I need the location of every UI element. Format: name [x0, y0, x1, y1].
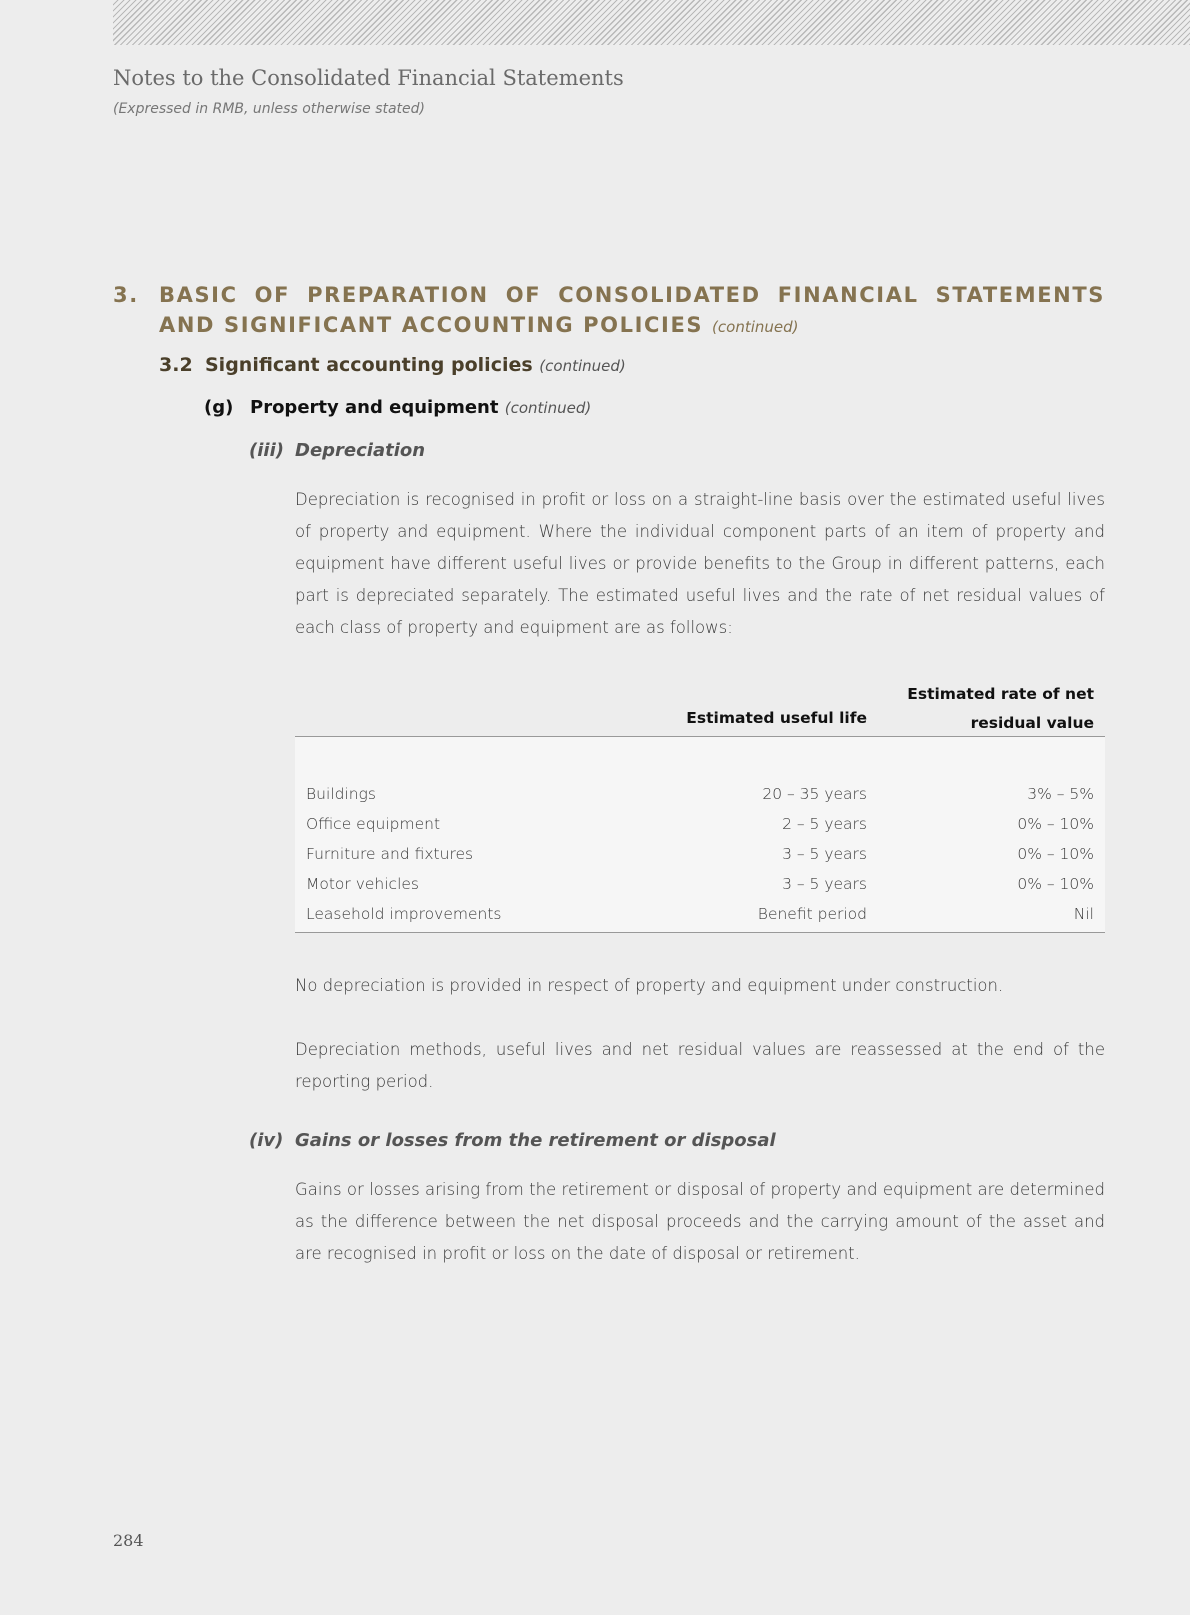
- row-class: Furniture and fixtures: [306, 845, 474, 863]
- row-useful-life: 20 – 35 years: [762, 785, 867, 803]
- depreciation-title: Depreciation: [295, 440, 426, 461]
- section-title: BASIC OF PREPARATION OF CONSOLIDATED FINANCIAL STATEMENTS AND SIGNIFICANT ACCOUNTING POLICIES: [159, 283, 1105, 337]
- row-class: Office equipment: [306, 815, 441, 833]
- table-body: [295, 737, 1105, 933]
- table-header: [295, 675, 1105, 737]
- subsection-number: 3.2: [159, 354, 193, 376]
- row-class: Motor vehicles: [306, 875, 419, 893]
- gains-paragraph: Gains or losses arising from the retirement or disposal of property and equipment are determined as the difference between the net disposal proceeds and the carrying amount of the asset and are recognised in profit or loss on the date of disposal or retirement.: [295, 1180, 1105, 1263]
- depreciation-label: (iii): [249, 440, 284, 461]
- subsection-title: Significant accounting policies: [205, 354, 533, 376]
- table-row: [295, 869, 1105, 899]
- useful-life-table: [295, 675, 1105, 933]
- subsection-continued: (continued): [539, 357, 626, 375]
- depreciation-paragraph-2: No depreciation is provided in respect of property and equipment under construction.: [295, 976, 1004, 995]
- header-residual-value: Estimated rate of net residual value: [907, 685, 1094, 732]
- table-row: [295, 839, 1105, 869]
- table-row: [295, 779, 1105, 809]
- item-label: (g): [204, 397, 234, 418]
- header-useful-life: Estimated useful life: [686, 709, 867, 727]
- row-useful-life: 3 – 5 years: [782, 875, 867, 893]
- row-class: Buildings: [306, 785, 376, 803]
- row-useful-life: 2 – 5 years: [782, 815, 867, 833]
- row-residual-value: 0% – 10%: [1017, 845, 1094, 863]
- depreciation-heading: [249, 440, 425, 461]
- row-residual-value: 0% – 10%: [1017, 875, 1094, 893]
- section-continued: (continued): [712, 318, 799, 336]
- header-hatch-band: [113, 0, 1190, 45]
- gains-title: Gains or losses from the retirement or disposal: [295, 1130, 776, 1151]
- row-residual-value: 3% – 5%: [1027, 785, 1094, 803]
- section-heading: [113, 280, 1105, 342]
- subsection-heading: [159, 354, 626, 376]
- item-heading: [204, 397, 591, 418]
- item-continued: (continued): [504, 399, 592, 417]
- item-title: Property and equipment: [250, 397, 499, 418]
- running-header-title: Notes to the Consolidated Financial Statements: [113, 66, 624, 90]
- gains-label: (iv): [249, 1130, 284, 1151]
- row-useful-life: Benefit period: [757, 905, 867, 923]
- depreciation-paragraph-3: Depreciation methods, useful lives and net residual values are reassessed at the end of the reporting period.: [295, 1040, 1105, 1091]
- row-useful-life: 3 – 5 years: [782, 845, 867, 863]
- row-residual-value: Nil: [1073, 905, 1094, 923]
- table-row: [295, 899, 1105, 929]
- running-header-subtitle: (Expressed in RMB, unless otherwise stated): [113, 101, 426, 117]
- row-residual-value: 0% – 10%: [1017, 815, 1094, 833]
- section-number: 3.: [113, 283, 139, 307]
- page-number: 284: [113, 1531, 144, 1550]
- depreciation-paragraph-1: Depreciation is recognised in profit or loss on a straight-line basis over the estimated useful lives of property and equipment. Where the individual component parts of an item of property and equipment have different useful lives or provide benefits to the Group in different patterns, each part is depreciated separately. The estimated useful lives and the rate of net residual values of each class of property and equipment are as follows:: [295, 490, 1105, 637]
- gains-heading: [249, 1130, 776, 1151]
- row-class: Leasehold improvements: [306, 905, 502, 923]
- table-row: [295, 809, 1105, 839]
